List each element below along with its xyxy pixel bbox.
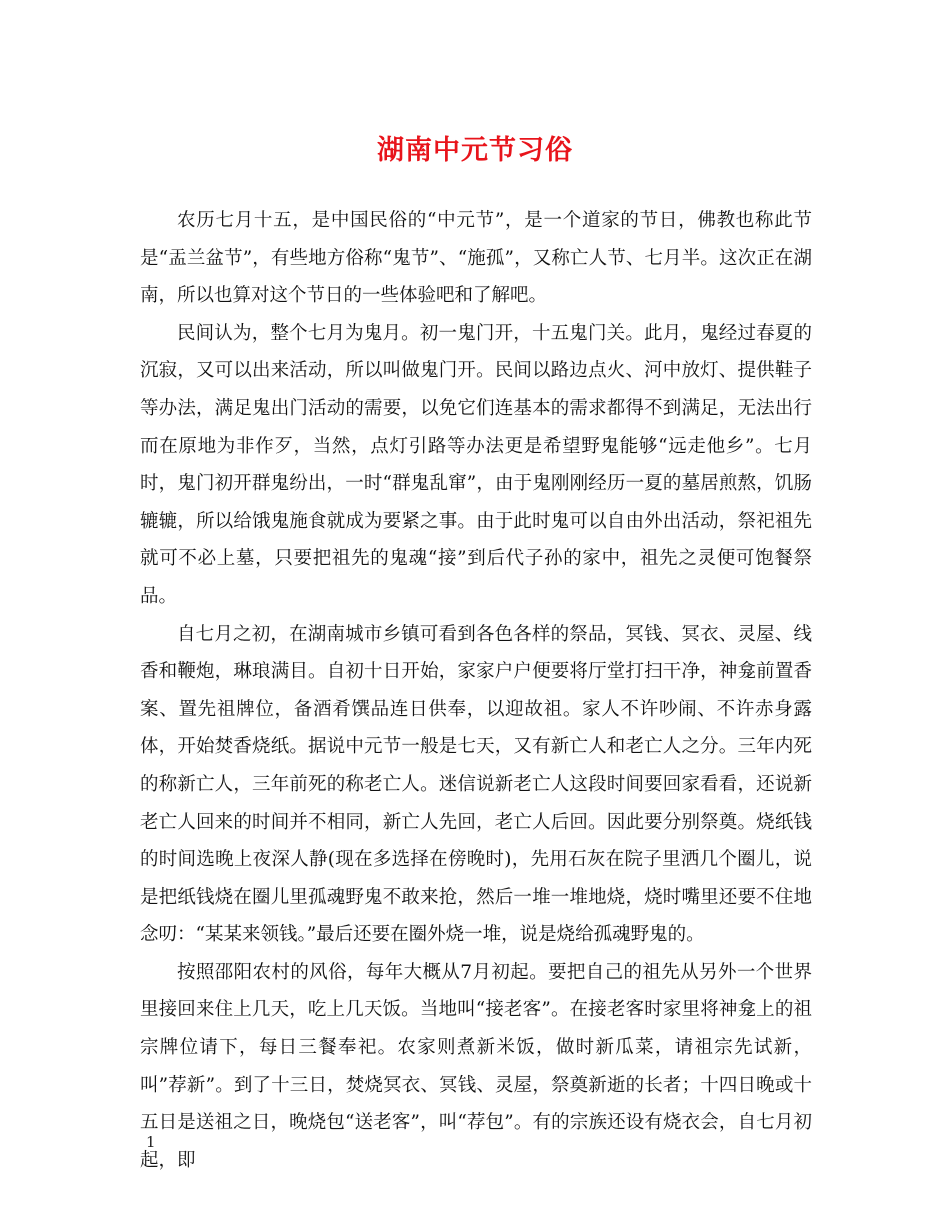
paragraph-2: 民间认为，整个七月为鬼月。初一鬼门开，十五鬼门关。此月，鬼经过春夏的沉寂，又可以出来活动，所以叫做鬼门开。民间以路边点火、河中放灯、提供鞋子等办法，满足鬼出门活动的需要，以免它们连基本的需求都得不到满足，无法出行而在原地为非作歹，当然，点灯引路等办法更是希望野鬼能够“远走他乡”。七月时，鬼门初开群鬼纷出，一时“群鬼乱窜”，由于鬼刚刚经历一夏的墓居煎熬，饥肠辘辘，所以给饿鬼施食就成为要紧之事。由于此时鬼可以自由外出活动，祭祀祖先就可不必上墓，只要把祖先的鬼魂“接”到后代子孙的家中，祖先之灵便可饱餐祭品。: [140, 322, 812, 607]
article-body: [140, 202, 812, 1179]
page-title: 湖南中元节习俗: [377, 135, 573, 166]
paragraph-3: 自七月之初，在湖南城市乡镇可看到各色各样的祭品，冥钱、冥衣、灵屋、线香和鞭炮，琳琅满目。自初十日开始，家家户户便要将厅堂打扫干净，神龛前置香案、置先祖牌位，备酒肴馔品连日供奉，以迎故祖。家人不许吵闹、不许赤身露体，开始焚香烧纸。据说中元节一般是七天，又有新亡人和老亡人之分。三年内死的称新亡人，三年前死的称老亡人。迷信说新老亡人这段时间要回家看看，还说新老亡人回来的时间并不相同，新亡人先回，老亡人后回。因此要分别祭奠。烧纸钱的时间选晚上夜深人静(现在多选择在傍晚时)，先用石灰在院子里洒几个圈儿，说是把纸钱烧在圈儿里孤魂野鬼不敢来抢，然后一堆一堆地烧，烧时嘴里还要不住地念叨：“某某来领钱。”最后还要在圈外烧一堆，说是烧给孤魂野鬼的。: [140, 623, 812, 946]
paragraph-4: 按照邵阳农村的风俗，每年大概从7月初起。要把自己的祖先从另外一个世界里接回来住上几天，吃上几天饭。当地叫“接老客”。在接老客时家里将神龛上的祖宗牌位请下，每日三餐奉祀。农家则煮新米饭，做时新瓜菜，请祖宗先试新，叫”荐新”。到了十三日，焚烧冥衣、冥钱、灵屋，祭奠新逝的长者；十四日晚或十五日是送祖之日，晚烧包“送老客”，叫“荐包”。有的宗族还设有烧衣会，自七月初起，即: [140, 961, 812, 1171]
paragraph-1: 农历七月十五，是中国民俗的“中元节”，是一个道家的节日，佛教也称此节是“盂兰盆节”，有些地方俗称“鬼节”、“施孤”，又称亡人节、七月半。这次正在湖南，所以也算对这个节日的一些体验吧和了解吧。: [140, 210, 812, 307]
page-number: 1: [146, 1133, 156, 1151]
